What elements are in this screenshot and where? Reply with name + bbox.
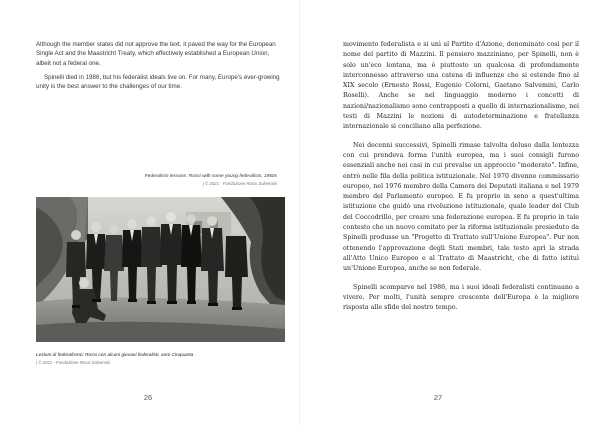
page-number-left: 26	[143, 393, 153, 402]
right-paragraph-1: movimento federalista e si unì al Partito d'Azione, denominato così per il nome del partito di Mazzini. Il pensiero mazziniano, per Spinelli, non è solo un'eco lontana, ma è piuttosto un qualcosa di profondamente interconnesso attraverso una catena di influenze che si estende fino al XIX secolo (Ernesto Rossi, Eugenio Colorni, Gaetano Salvemini, Carlo Roselli). Anche se nel linguaggio moderno i concetti di nazioni/nazionalismo sono contrapposti a quello di internazionalismo, nei testi di Mazzini le nozioni di autodeterminazione e fratellanza internazionale si conciliano alla perfezione.	[343, 41, 579, 131]
right-body-text	[343, 40, 579, 321]
caption-english-text: Federalism lessons: Rossi with some young federalists, 1950s	[144, 174, 277, 179]
left-paragraph-1: Although the member states did not approve the text, it paved the way for the European Single Act and the Maastricht Treaty, which effectively established a European Union, albeit not a federal one.	[36, 41, 276, 67]
right-page	[300, 0, 600, 425]
caption-italian-text: Lezioni di federalismo: Rossi con alcuni giovani federalisti, anni Cinquanta	[36, 353, 194, 358]
historical-group-photo	[36, 197, 285, 342]
left-body-text	[36, 40, 280, 97]
right-paragraph-2: Nei decenni successivi, Spinelli rimase talvolta deluso dalla lentezza con cui prendeva forma l'unità europea, ma i suoi consigli furono essenziali anche nei casi in cui prevalse un approccio "moderato". Infine, entrò nelle fila della politica istituzionale. Nel 1970 divenne commissario europeo, nel 1976 membro della Camera dei Deputati italiana e nel 1979 membro del Parlamento europeo. E fu proprio in seno a quest'ultima istituzione che guidò una rivoluzione istituzionale, quale leader del Club del Coccodrillo, per creare una federazione europea. E fu proprio in tale contesto che un nuovo comitato per la riforma istituzionale presieduto da Spinelli produsse un "Progetto di Trattato sull'Unione Europea". Pur non ottenendo l'approvazione degli Stati membri, tale testo aprì la strada all'Atto Unico Europeo e al Trattato di Maastricht, che di fatto istituì un'Unione Europea, anche se non federale.	[343, 141, 579, 273]
page-number-right: 27	[433, 393, 443, 402]
photo-caption-english	[37, 174, 277, 187]
right-paragraph-3: Spinelli scomparve nel 1986, ma i suoi ideali federalisti continuano a vivere. Per molti, l'unità sempre crescente dell'Europa è la migliore risposta alle sfide del nostro tempo.	[343, 283, 579, 312]
caption-english-credit: | © 2021 - Fondazione Rossi Salvemini	[202, 180, 277, 186]
caption-italian-credit: | © 2021 - Fondazione Rossi Salvemini	[36, 359, 111, 365]
left-paragraph-2: Spinelli died in 1986, but his federalist ideals live on. For many, Europe's ever-growing unity is the best answer to the challenges of our time.	[36, 74, 280, 91]
photo-caption-italian	[36, 353, 276, 366]
